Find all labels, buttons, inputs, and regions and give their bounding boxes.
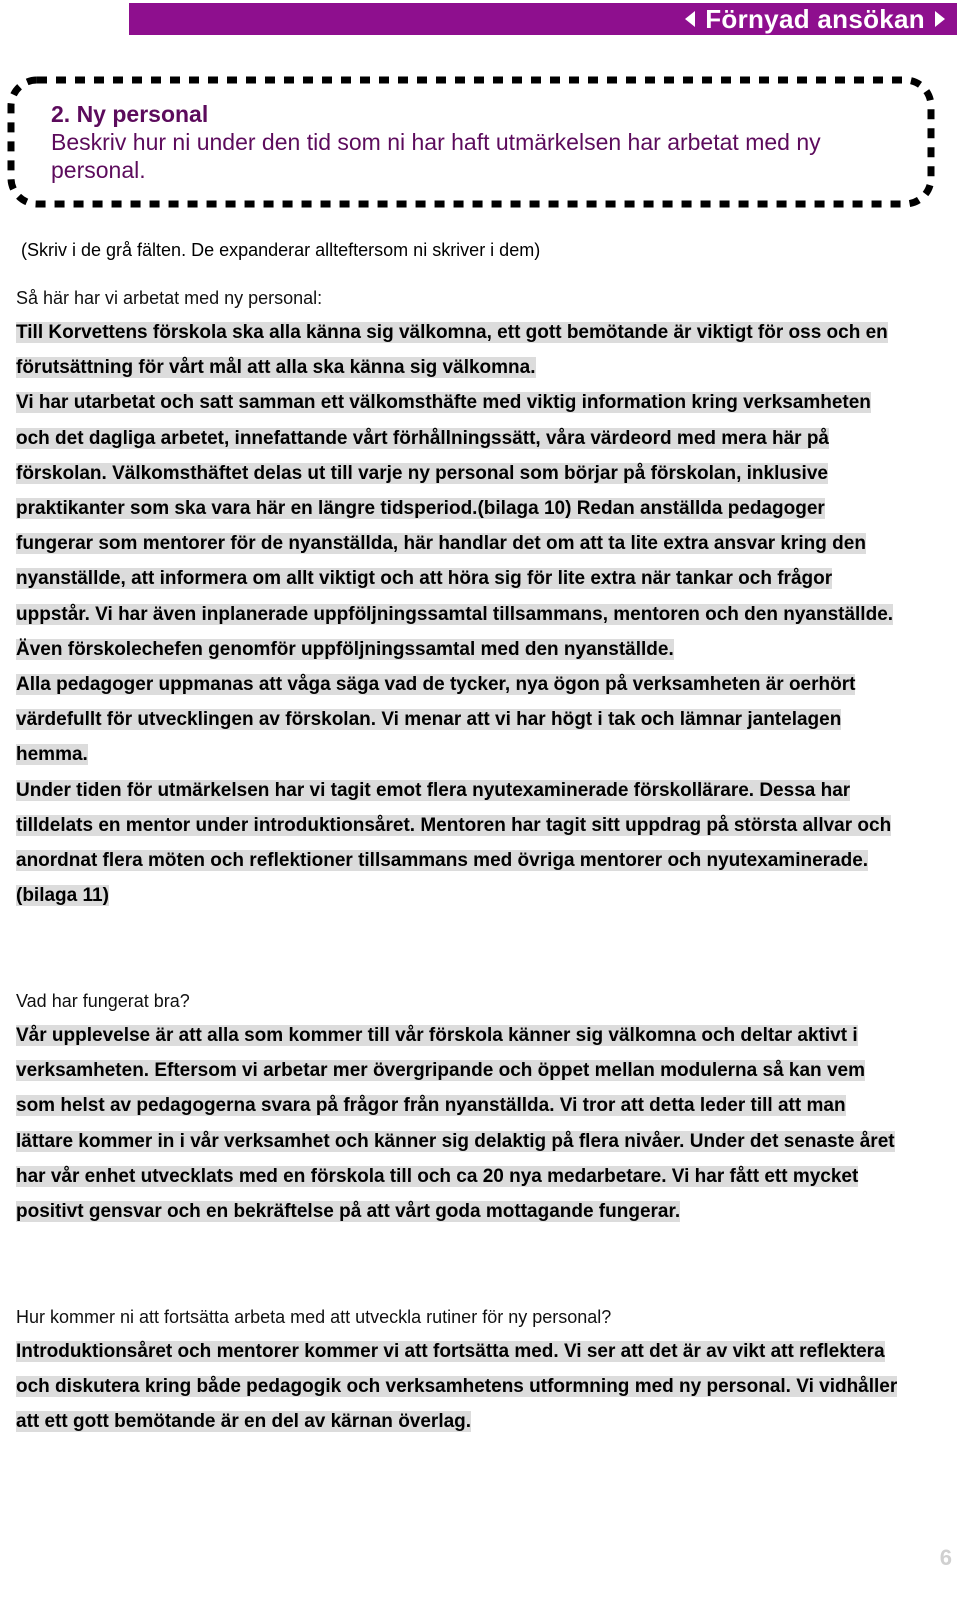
header-bar [129, 3, 957, 35]
header-title: Förnyad ansökan [705, 3, 925, 34]
answer-field[interactable] [16, 315, 906, 913]
hint-text: (Skriv i de grå fälten. De expanderar allteftersom ni skriver i dem) [21, 240, 541, 260]
question-label: Hur kommer ni att fortsätta arbeta med att utveckla rutiner för ny personal? [16, 1307, 612, 1327]
section-description: Beskriv hur ni under den tid som ni har haft utmärkelsen har arbetat med ny personal. [51, 129, 821, 183]
answer-field[interactable] [16, 1334, 906, 1440]
section-heading [51, 100, 911, 184]
triangle-right-icon[interactable] [935, 11, 945, 27]
answer-paragraph: Vi har utarbetat och satt samman ett välkomsthäfte med viktig information kring verksamheten och det dagliga arbetet, innefattande vårt förhållningssätt, våra värdeord med mera här på förskolan. Välkomsthäftet delas ut till varje ny personal som börjar på förskolan, inklusive praktikanter som ska vara här en längre tidsperiod.(bilaga 10) Redan anställda pedagoger fungerar som mentorer för de nyanställda, här handlar det om att ta lite extra ansvar kring den nyanställde, att informera om allt viktigt och att höra sig för lite extra när tankar och frågor uppstår. Vi har även inplanerade uppföljningssamtal tillsammans, mentoren och den nyanställde. Även förskolechefen genomför uppföljningssamtal med den nyanställde. [16, 392, 894, 660]
answer-paragraph: Introduktionsåret och mentorer kommer vi att fortsätta med. Vi ser att det är av vikt att reflektera och diskutera kring både pedagogik och verksamhetens utformning med ny personal. Vi vidhåller att ett gott bemötande är en del av kärnan överlag. [16, 1341, 898, 1433]
question-label: Så här har vi arbetat med ny personal: [16, 288, 323, 308]
answer-paragraph: Vår upplevelse är att alla som kommer till vår förskola känner sig välkomna och deltar aktivt i verksamheten. Eftersom vi arbetar mer övergripande och öppet mellan modulerna så kan vem som helst av pedagogerna svara på frågor från nyanställda. Vi tror att detta leder till att man lättare kommer in i vår verksamhet och känner sig delaktig på flera nivåer. Under det senaste året har vår enhet utvecklats med en förskola till och ca 20 nya medarbetare. Vi har fått ett mycket positivt gensvar och en bekräftelse på att vårt goda mottagande fungerar. [16, 1025, 895, 1223]
answer-field[interactable] [16, 1018, 906, 1229]
answer-paragraph: Till Korvettens förskola ska alla känna sig välkomna, ett gott bemötande är viktigt för oss och en förutsättning för vårt mål att alla ska känna sig välkomna. [16, 322, 888, 379]
triangle-left-icon[interactable] [685, 11, 695, 27]
question-label: Vad har fungerat bra? [16, 991, 190, 1011]
page-number: 6 [939, 1545, 952, 1570]
answer-paragraph: Under tiden för utmärkelsen har vi tagit emot flera nyutexaminerade förskollärare. Dessa har tilldelats en mentor under introduktionsåret. Mentoren har tagit sitt uppdrag på största allvar och anordnat flera möten och reflektioner tillsammans med övriga mentorer och nyutexaminerade. (bilaga 11) [16, 779, 892, 907]
answer-paragraph: Alla pedagoger uppmanas att våga säga vad de tycker, nya ögon på verksamheten är oerhört värdefullt för utvecklingen av förskolan. Vi menar att vi har högt i tak och lämnar jantelagen hemma. [16, 674, 856, 766]
section-title: 2. Ny personal [51, 101, 209, 127]
section-heading-box [6, 75, 948, 209]
